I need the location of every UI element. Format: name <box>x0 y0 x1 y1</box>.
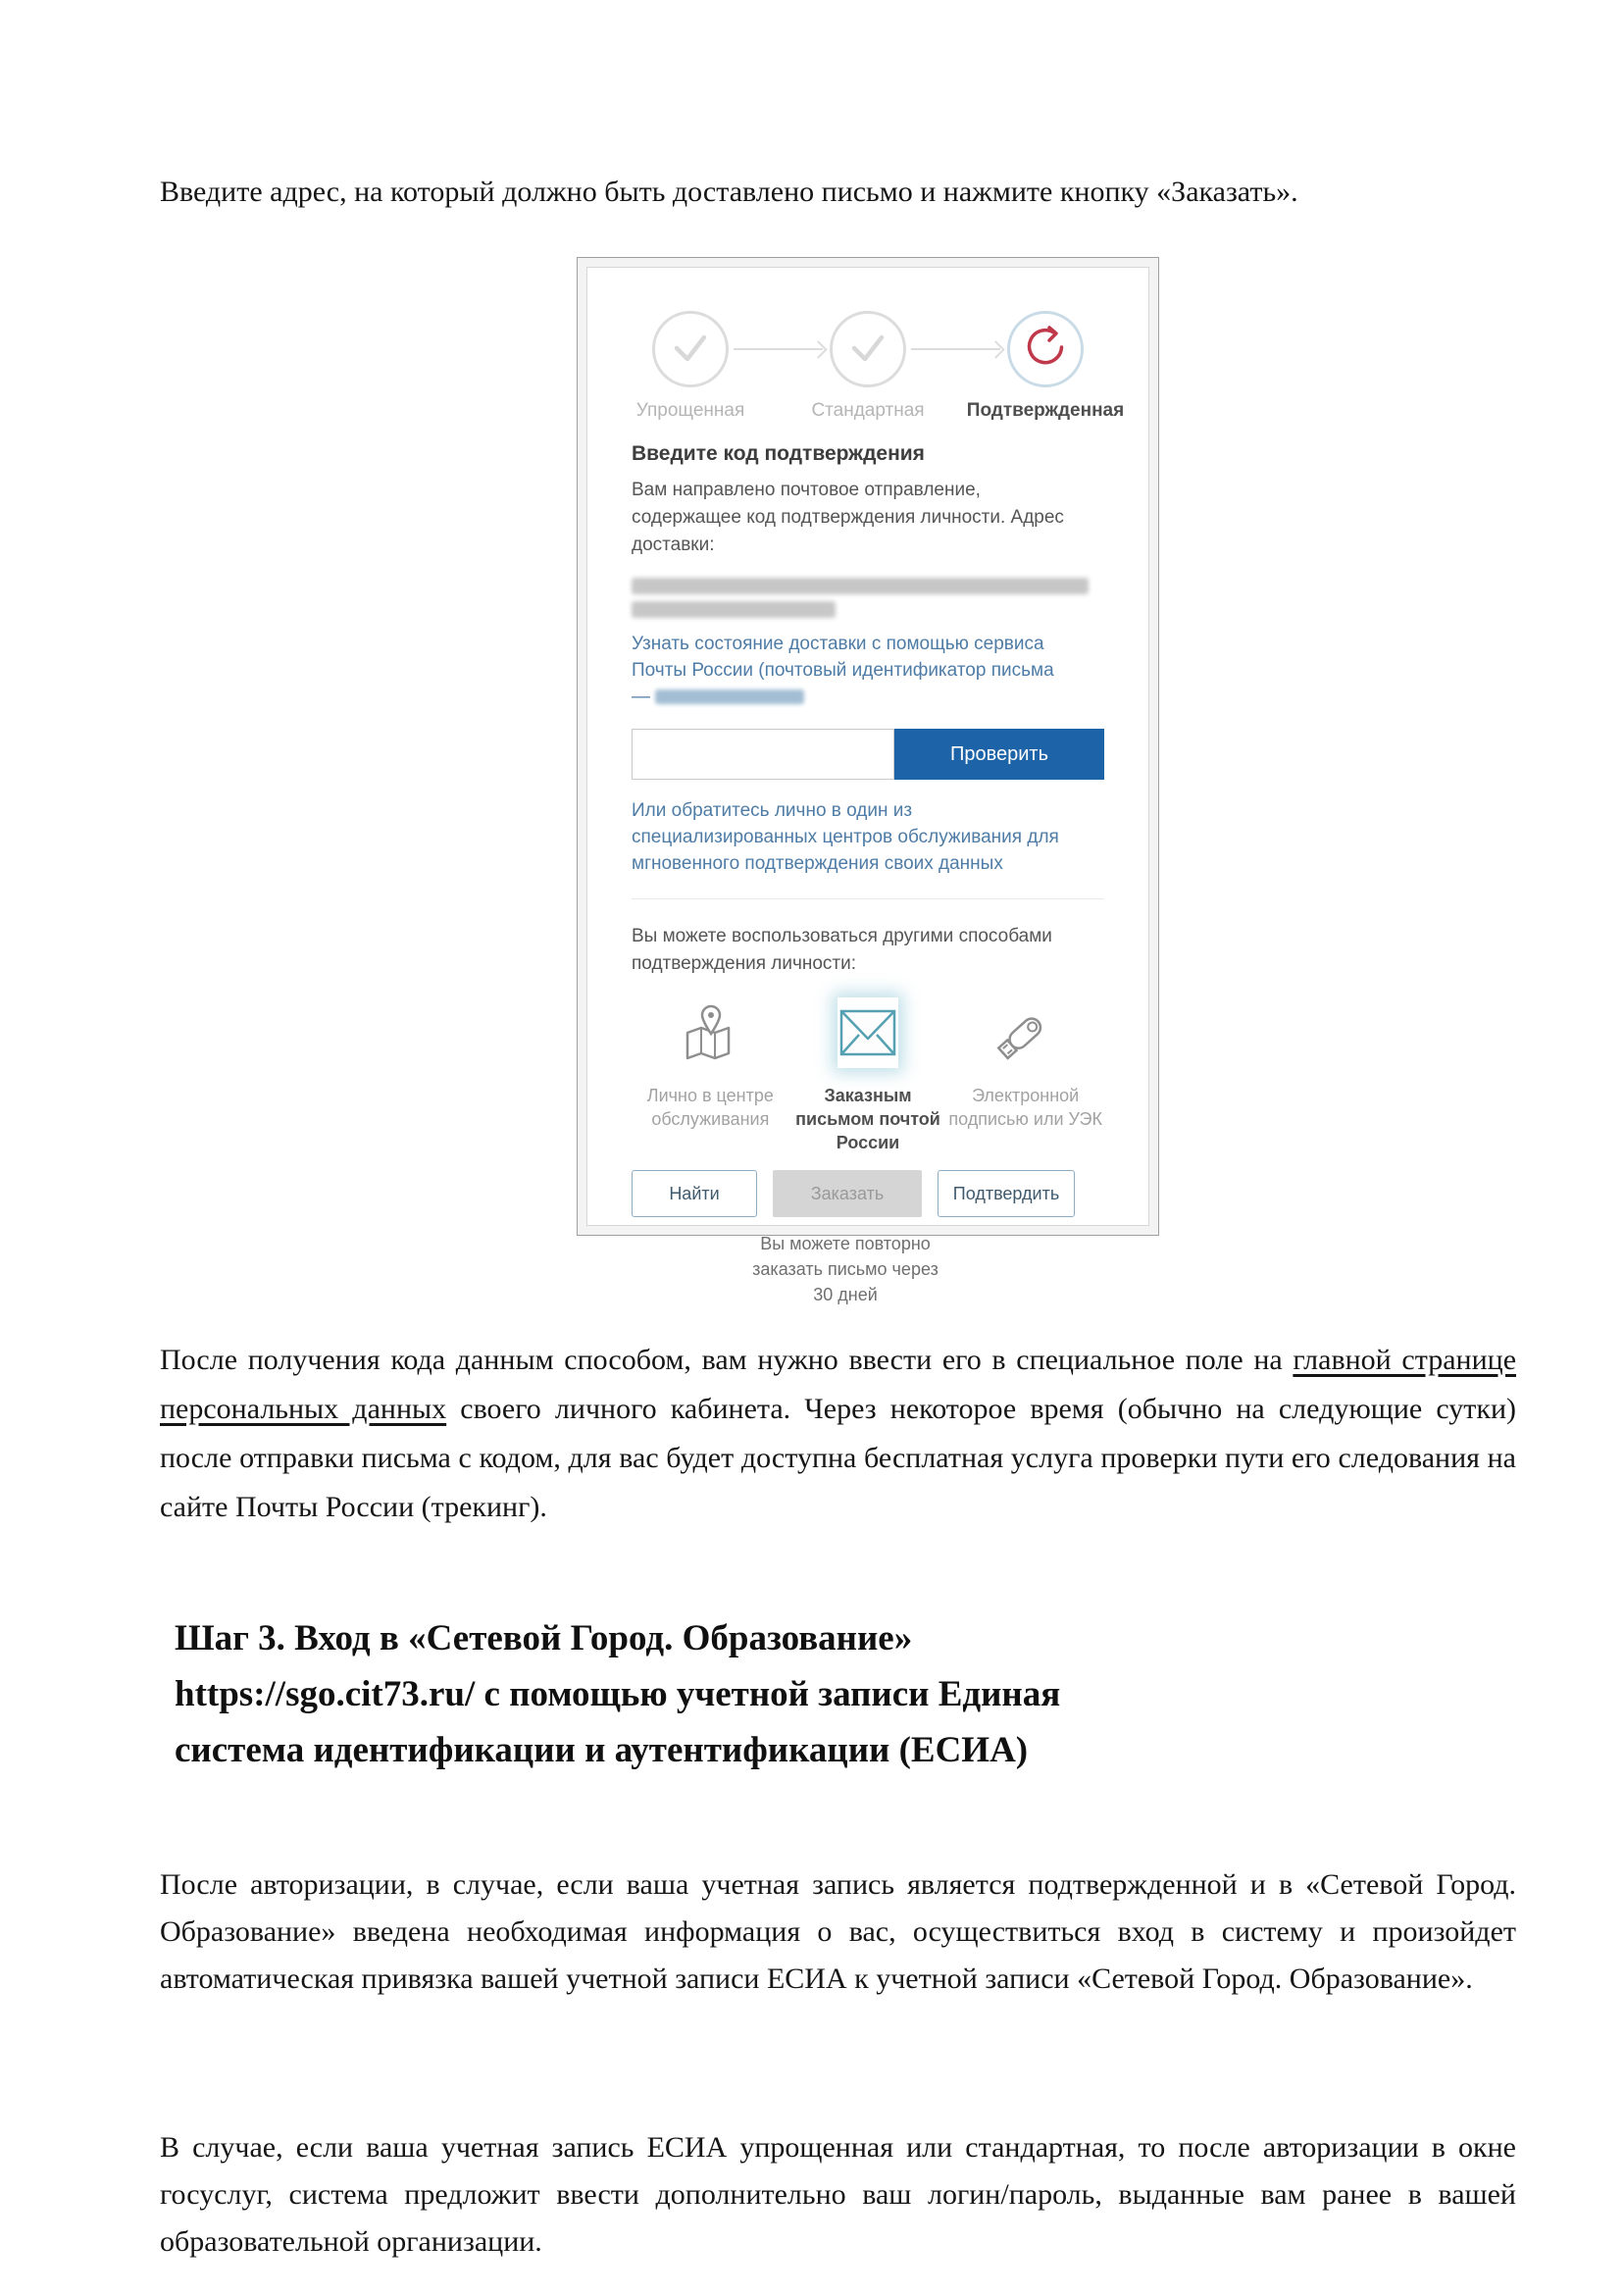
order-button-disabled[interactable]: Заказать <box>773 1170 922 1217</box>
verification-stepper <box>632 311 1125 422</box>
gosuslugi-screenshot <box>577 257 1159 1304</box>
blurred-address-line <box>632 578 1089 594</box>
reorder-note: Вы можете повторно заказать письмо через 30 дней <box>752 1234 939 1304</box>
simplified-paragraph: В случае, если ваша учетная запись ЕСИА упрощенная или стандартная, то после авторизации в окне госуслуг, система предложит ввести дополнительно ваш логин/пароль, выданные вам ранее в вашей образовательной организации. <box>160 2131 1516 2258</box>
other-methods-text: Вы можете воспользоваться другими способами подтверждения личности: <box>632 926 1052 974</box>
underlined-phrase: главной странице персональных данных <box>160 1344 1517 1425</box>
step-label: Стандартная <box>811 400 925 421</box>
confirm-button[interactable]: Подтвердить <box>938 1170 1075 1217</box>
blurred-address-line <box>632 601 836 618</box>
step-standard <box>809 311 927 422</box>
step-circle <box>1007 311 1084 387</box>
check-icon <box>669 326 712 374</box>
intro-paragraph: Введите адрес, на который должно быть доставлено письмо и нажмите кнопку «Заказать». <box>160 176 1298 208</box>
after-screenshot-paragraph <box>160 1336 1516 1532</box>
step-circle <box>830 311 906 387</box>
code-check-row <box>632 729 1104 780</box>
confirmation-card <box>586 267 1149 1304</box>
delivery-text: Вам направлено почтовое отправление, содержащее код подтверждения личности. Адрес доставки: <box>632 480 1064 555</box>
method-label: Лично в центре обслуживания <box>646 1086 774 1129</box>
method-label: Электронной подписью или УЭК <box>948 1086 1102 1129</box>
check-icon <box>846 326 889 374</box>
verify-button[interactable]: Проверить <box>894 729 1104 780</box>
code-input[interactable] <box>632 729 894 780</box>
tracking-link[interactable] <box>632 631 1061 710</box>
blurred-tracking-id <box>655 689 804 704</box>
tracking-link-text[interactable]: Узнать состояние доставки с помощью сервиса Почты России (почтовый идентификатор письма — <box>632 634 1054 707</box>
step3-heading-line: Шаг 3. Вход в «Сетевой Город. Образование» <box>175 1618 913 1658</box>
method-esignature[interactable] <box>946 997 1104 1154</box>
refresh-arrow-icon <box>1023 325 1068 375</box>
action-buttons-row <box>632 1170 1104 1217</box>
step-label: Подтвержденная <box>966 400 1125 421</box>
usb-key-icon <box>991 997 1060 1068</box>
authorized-paragraph: После авторизации, в случае, если ваша учетная запись является подтвержденной и в «Сетевой Город. Образование» введена необходимая информация о вас, осуществиться вход в систему и произойдет автоматическая привязка вашей учетной записи ЕСИА к учетной записи «Сетевой Город. Образование». <box>160 1868 1516 1995</box>
method-label: Заказным письмом почтой России <box>795 1086 940 1152</box>
step-simplified <box>632 311 749 422</box>
step3-heading-line: система идентификации и аутентификации (ЕСИА) <box>175 1730 1029 1770</box>
method-registered-mail[interactable] <box>789 997 947 1154</box>
step-label: Упрощенная <box>635 400 745 421</box>
service-centers-link[interactable]: Или обратитесь лично в один из специализированных центров обслуживания для мгновенного подтверждения своих данных <box>632 800 1059 874</box>
paragraph-text: После получения кода данным способом, вам нужно ввести его в специальное поле на <box>160 1344 1294 1376</box>
map-location-icon <box>676 997 744 1068</box>
step-circle <box>652 311 729 387</box>
envelope-icon <box>837 997 898 1068</box>
method-in-person[interactable] <box>632 997 789 1154</box>
divider <box>632 898 1104 899</box>
methods-row <box>632 997 1104 1154</box>
step-confirmed <box>966 311 1125 422</box>
card-heading: Введите код подтверждения <box>632 442 925 465</box>
step3-heading <box>175 1610 1410 1778</box>
step3-heading-line: https://sgo.cit73.ru/ с помощью учетной записи Единая <box>175 1674 1061 1714</box>
paragraph-text: своего личного кабинета. Через некоторое время (обычно на следующие сутки) после отправки письма с кодом, для вас будет доступна бесплатная услуга проверки пути его следования на сайте Почты России (трекинг). <box>160 1393 1516 1523</box>
find-button[interactable]: Найти <box>632 1170 757 1217</box>
